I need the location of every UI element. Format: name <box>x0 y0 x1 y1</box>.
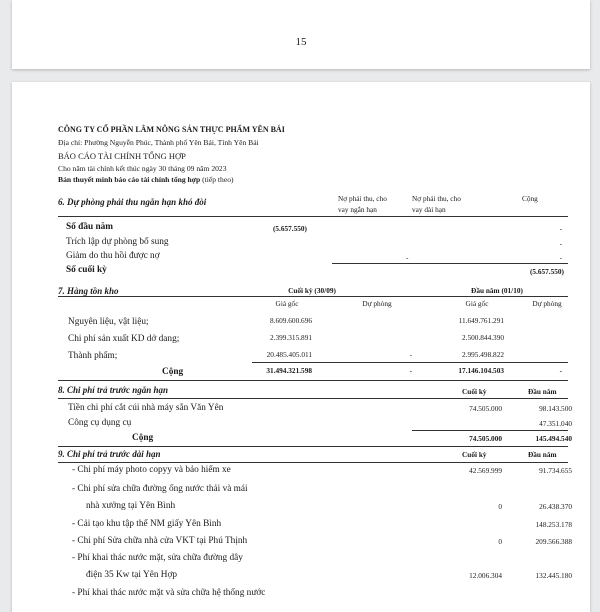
s7-header-rule <box>58 296 568 297</box>
s9-row-label-cont: điện 35 Kw tại Yên Hợp <box>86 570 178 580</box>
s9-row-label: - Phí khai thác nước mặt và sửa chữa hệ thống nước <box>72 588 266 598</box>
s7-sub-cost-2: Giá gốc <box>465 299 489 308</box>
notes-title-text: Bản thuyết minh báo cáo tài chính tổng hợp <box>58 175 201 184</box>
s8-total-label: Cộng <box>132 433 154 443</box>
s6-col2-header-l1: Nợ phải thu, cho <box>412 194 461 203</box>
s8-top-rule <box>58 380 568 381</box>
s9-row-label: - Chi phí máy photo copyy và bảo hiểm xe <box>72 465 231 475</box>
s7-sub-prov-1: Dự phòng <box>362 299 392 308</box>
s8-col2-header: Đầu năm <box>528 387 557 396</box>
s6-row-v4: - <box>559 224 562 233</box>
s6-row-label: Số đầu năm <box>66 222 114 232</box>
s8-row-v1: 74.505.000 <box>469 404 502 413</box>
s7-total-p1: - <box>409 366 412 375</box>
s9-header-rule <box>58 462 568 463</box>
notes-title <box>58 176 234 184</box>
s9-row-label: - Chi phí Sửa chữa nhà cửa VKT tại Phú Thịnh <box>72 536 248 546</box>
s6-row-v3: - <box>406 253 409 262</box>
report-period: Cho năm tài chính kết thúc ngày 30 tháng 09 năm 2023 <box>58 164 227 173</box>
s6-total-rule <box>332 263 568 264</box>
company-address: Địa chỉ: Phường Nguyễn Phúc, Thành phố Yên Bái, Tỉnh Yên Bái <box>58 138 259 147</box>
s6-col3-header: Cộng <box>522 194 538 203</box>
s6-row-v4: - <box>559 239 562 248</box>
s7-row-c2: 2.995.498.822 <box>462 350 504 359</box>
s6-row-v4: (5.657.550) <box>529 267 564 276</box>
s6-col1-header-l1: Nợ phải thu, cho <box>338 194 387 203</box>
s9-row-v2: 148.253.178 <box>535 520 572 529</box>
section-8-title: 8. Chi phí trả trước ngắn hạn <box>58 385 169 395</box>
s8-total-v2: 145.494.540 <box>535 434 572 443</box>
s7-total-c2: 17.146.104.503 <box>458 366 504 375</box>
s8-row-v2: 98.143.500 <box>539 404 572 413</box>
s9-col2-header: Đầu năm <box>528 450 557 459</box>
s7-group2-header: Đầu năm (01/10) <box>471 286 523 295</box>
section-7-title: 7. Hàng tồn kho <box>58 286 119 296</box>
s9-row-v2: 26.438.370 <box>539 502 572 511</box>
s9-row-v1: 0 <box>498 502 502 511</box>
s9-row-v2: 209.566.388 <box>535 537 572 546</box>
s6-row-v4: - <box>559 253 562 262</box>
s9-row-label: - Chi phí sửa chữa đường ống nước thải và mái <box>72 484 248 494</box>
s7-total-rule <box>252 362 568 363</box>
s7-row-c1: 2.399.315.891 <box>270 333 312 342</box>
s7-row-label: Chi phí sản xuất KD dở dang; <box>68 334 180 344</box>
s6-header-rule <box>58 216 568 217</box>
s7-total-c1: 31.494.321.598 <box>266 366 312 375</box>
s9-row-label: - Phí khai thác nước mặt, sửa chữa đường dây <box>72 553 243 563</box>
s9-row-v1: 12.006.304 <box>469 571 502 580</box>
s8-total-v1: 74.505.000 <box>469 434 502 443</box>
s8-col1-header: Cuối kỳ <box>462 387 487 396</box>
s9-row-v1: 0 <box>498 537 502 546</box>
s9-row-v2: 132.445.180 <box>535 571 572 580</box>
previous-page <box>12 0 590 69</box>
s7-total-label: Cộng <box>162 367 184 377</box>
s7-row-c1: 20.485.405.011 <box>266 350 312 359</box>
s6-row-label: Số cuối kỳ <box>66 265 107 275</box>
s7-row-p1: - <box>409 350 412 359</box>
s7-row-label: Nguyên liệu, vật liệu; <box>68 317 149 327</box>
company-name: CÔNG TY CỔ PHẦN LÂM NÔNG SẢN THỰC PHẨM YÊN BÁI <box>58 125 285 134</box>
s7-row-c2: 11.649.761.291 <box>458 316 504 325</box>
s7-row-c1: 8.609.600.696 <box>270 316 312 325</box>
s9-row-label: - Cải tạo khu tập thể NM giấy Yên Bình <box>72 519 222 529</box>
s7-row-c2: 2.500.844.390 <box>462 333 504 342</box>
s8-row-v2: 47.351.040 <box>539 419 572 428</box>
s8-row-label: Công cụ dụng cụ <box>68 418 132 428</box>
s6-row-label: Giảm do thu hồi được nợ <box>66 251 160 261</box>
s9-col1-header: Cuối kỳ <box>462 450 487 459</box>
report-title: BÁO CÁO TÀI CHÍNH TỔNG HỢP <box>58 151 186 161</box>
s7-total-p2: - <box>559 366 562 375</box>
document-page <box>12 82 590 612</box>
s8-row-label: Tiền chi phí cắt cúi nhà máy sắn Văn Yên <box>68 403 224 413</box>
s6-row-label: Trích lập dự phòng bổ sung <box>66 237 169 247</box>
notes-title-cont: (tiếp theo) <box>202 175 234 184</box>
s8-total-rule <box>412 430 568 431</box>
s6-col2-header-l2: vay dài hạn <box>412 205 446 214</box>
s6-row-v1: (5.657.550) <box>272 224 307 233</box>
s7-group1-header: Cuối kỳ (30/09) <box>288 286 336 295</box>
s9-top-rule <box>58 446 568 447</box>
s9-row-label-cont: nhà xưởng tại Yên Bình <box>86 501 176 511</box>
s6-col1-header-l2: vay ngắn hạn <box>338 205 377 214</box>
s7-sub-cost-1: Giá gốc <box>275 299 299 308</box>
s7-sub-prov-2: Dự phòng <box>532 299 562 308</box>
s9-row-v2: 91.734.655 <box>539 466 572 475</box>
page-number: 15 <box>295 36 307 48</box>
section-9-title: 9. Chi phí trả trước dài hạn <box>58 449 161 459</box>
s8-header-rule <box>58 398 568 399</box>
s9-row-v1: 42.569.999 <box>469 466 502 475</box>
section-6-title: 6. Dự phòng phải thu ngắn hạn khó đòi <box>58 197 207 207</box>
s7-row-label: Thành phẩm; <box>68 351 118 361</box>
